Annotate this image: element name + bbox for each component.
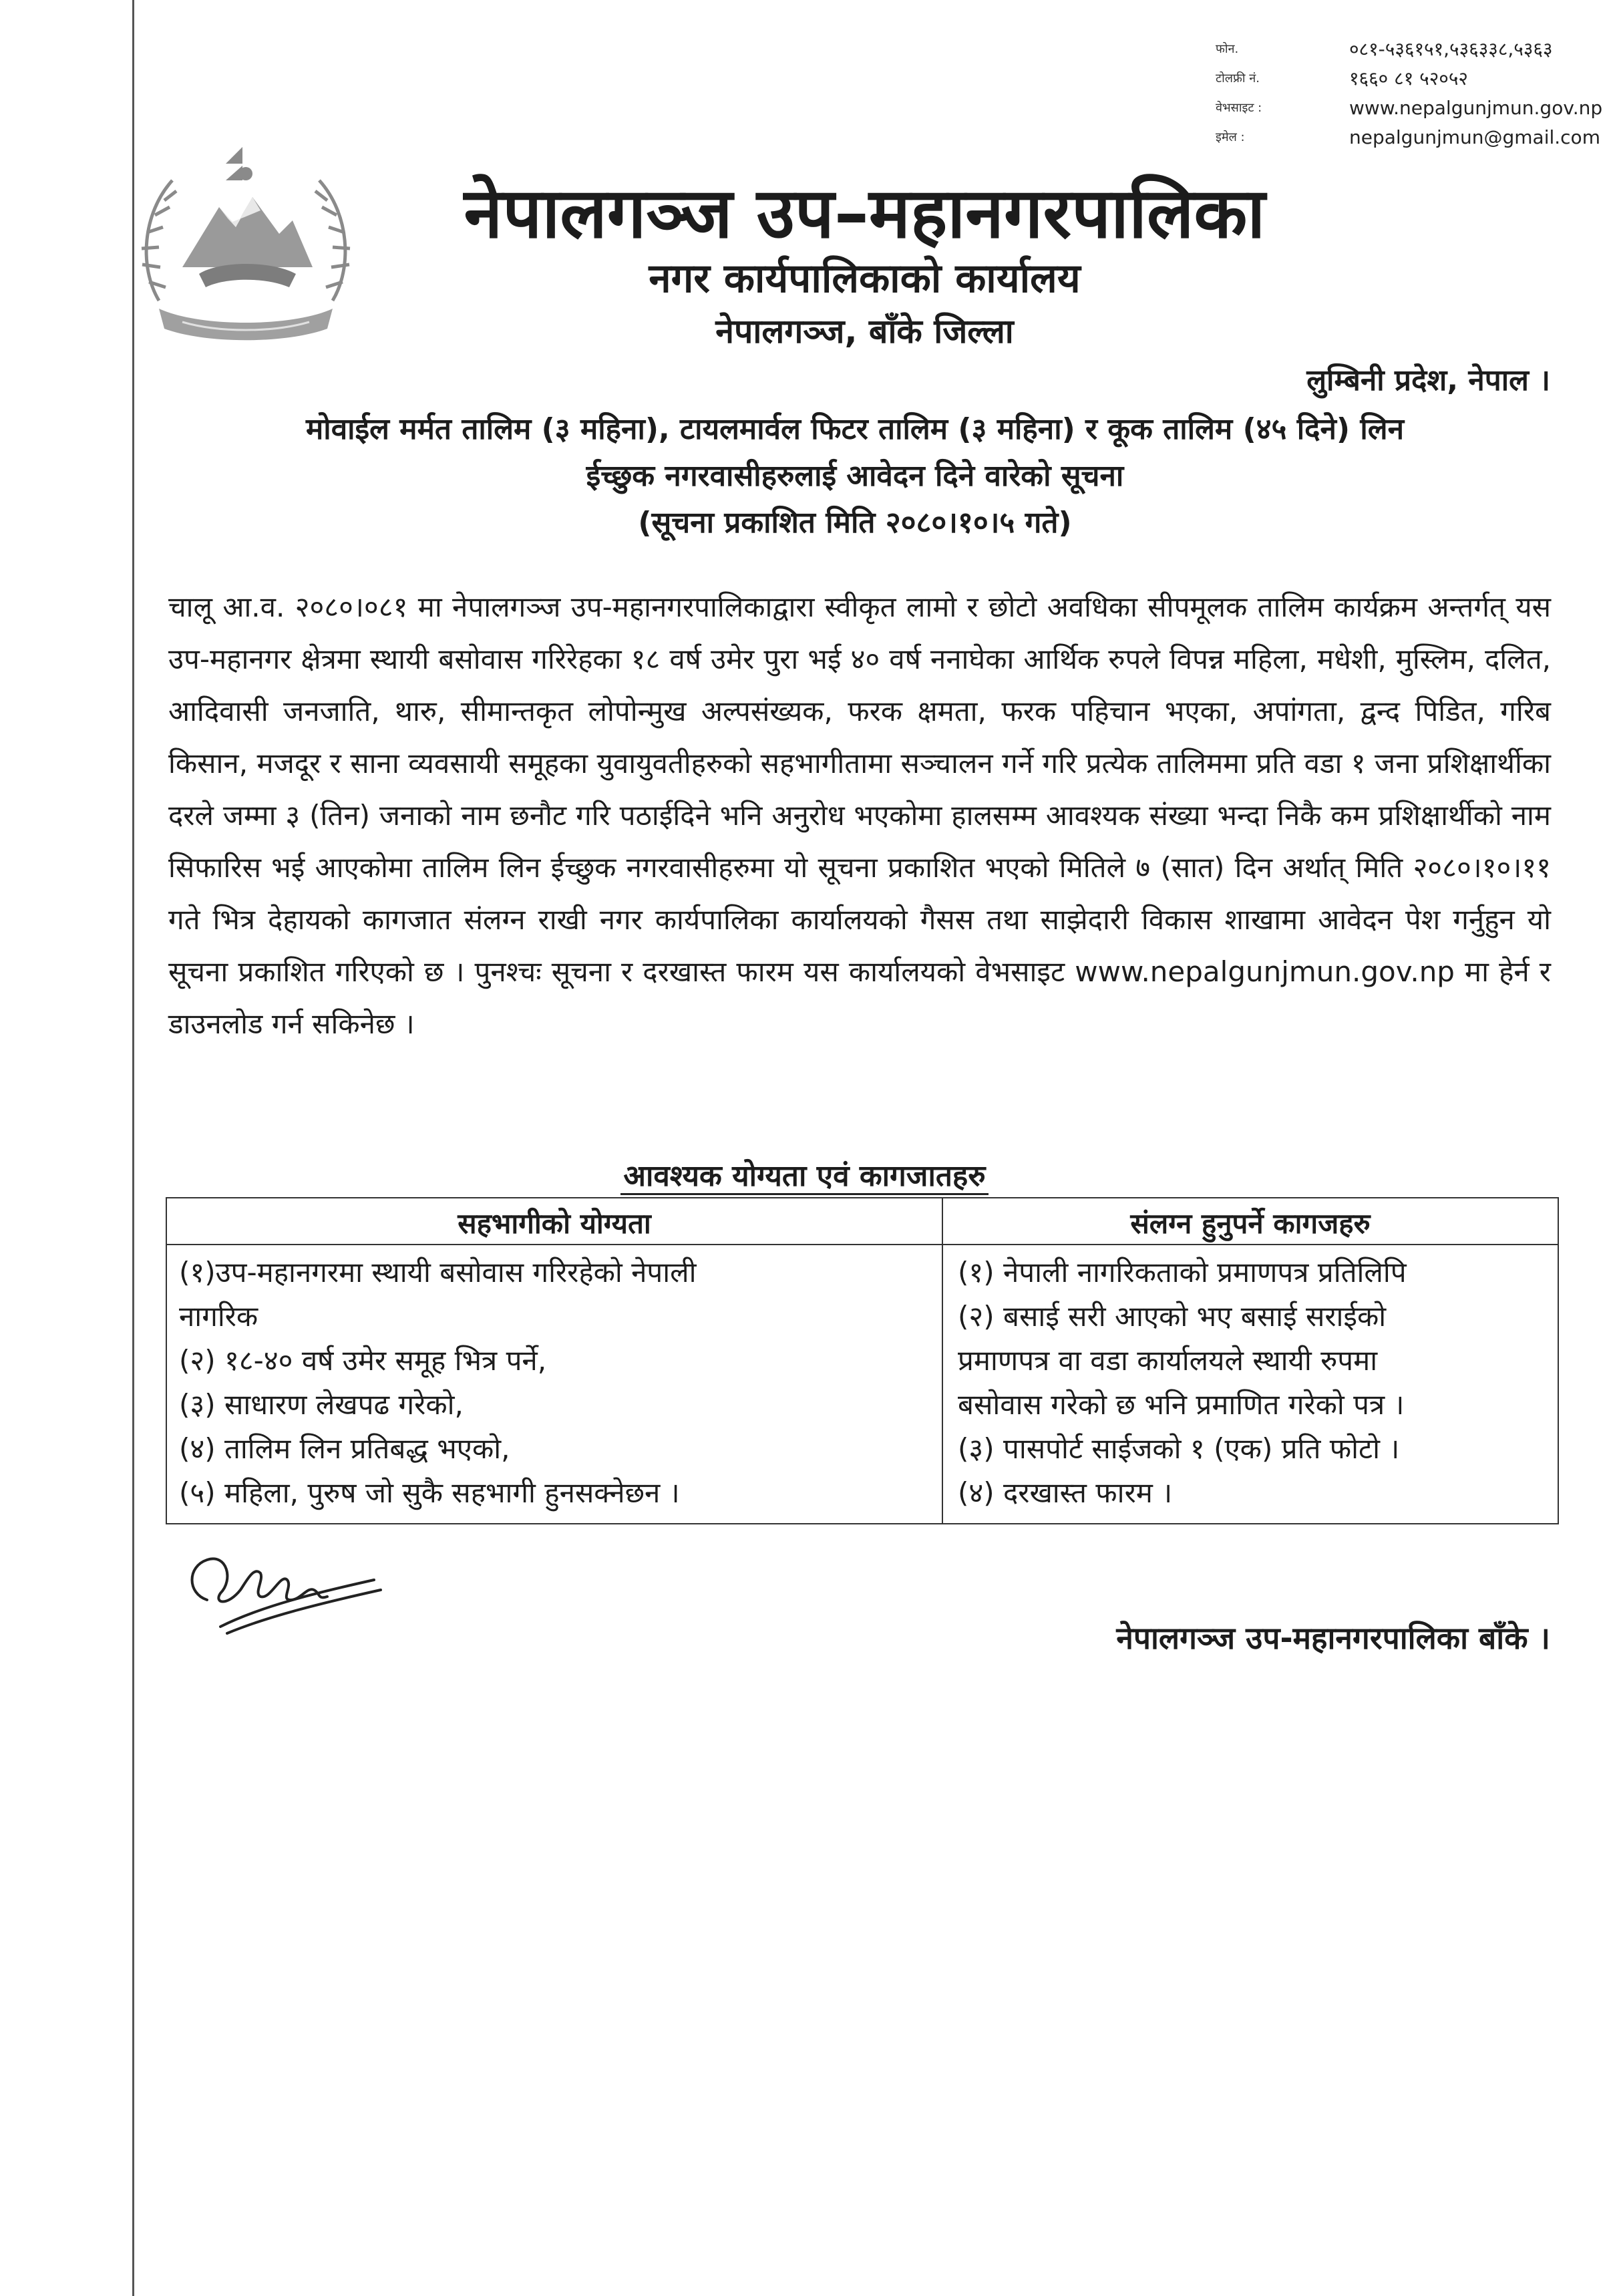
phone-value: ०८१-५३६१५१,५३६३३८,५३६३ xyxy=(1349,38,1553,60)
documents-header: संलग्न हुनुपर्ने कागजहरु xyxy=(1130,1207,1371,1240)
eligibility-list xyxy=(179,1251,927,1515)
contact-block xyxy=(1216,35,1602,152)
documents-list xyxy=(958,1251,1546,1515)
phone-label: फोन. xyxy=(1216,42,1239,56)
table-header-divider xyxy=(167,1244,1558,1245)
footer-signatory: नेपालगञ्ज उप-महानगरपालिका बाँके । xyxy=(1116,1620,1550,1656)
list-item: (३) पासपोर्ट साईजको १ (एक) प्रति फोटो । xyxy=(958,1432,1400,1465)
list-item: (५) महिला, पुरुष जो सुकै सहभागी हुनसक्नेछन । xyxy=(179,1476,680,1509)
office-location: नेपालगञ्ज, बाँके जिल्ला xyxy=(715,312,1014,351)
tollfree-label: टोलफ्री नं. xyxy=(1216,71,1260,86)
list-item: (२) बसाई सरी आएको भए बसाई सराईको xyxy=(958,1300,1387,1333)
handwritten-signature xyxy=(180,1526,394,1640)
list-item: नागरिक xyxy=(179,1300,258,1333)
list-item: (२) १८-४० वर्ष उमेर समूह भित्र पर्ने, xyxy=(179,1344,547,1377)
province-line: लुम्बिनी प्रदेश, नेपाल । xyxy=(1306,363,1550,397)
email-value: nepalgunjmun@gmail.com xyxy=(1349,126,1600,148)
notice-title-line-2: ईच्छुक नगरवासीहरुलाई आवेदन दिने वारेको सूचना xyxy=(586,459,1124,493)
office-sub-title: नगर कार्यपालिकाको कार्यालय xyxy=(649,255,1081,302)
list-item: प्रमाणपत्र वा वडा कार्यालयले स्थायी रुपमा xyxy=(958,1344,1378,1377)
list-item: (१) नेपाली नागरिकताको प्रमाणपत्र प्रतिलिपि xyxy=(958,1256,1407,1289)
list-item: बसोवास गरेको छ भनि प्रमाणित गरेको पत्र । xyxy=(958,1388,1405,1421)
requirements-table xyxy=(166,1197,1559,1524)
notice-title-line-1: मोवाईल मर्मत तालिम (३ महिना), टायलमार्वल फिटर तालिम (३ महिना) र कूक तालिम (४५ दिने) लिन xyxy=(305,412,1405,446)
list-item: (४) तालिम लिन प्रतिबद्ध भएको, xyxy=(179,1432,510,1465)
table-column-divider xyxy=(942,1198,943,1523)
list-item: (१)उप-महानगरमा स्थायी बसोवास गरिरहेको नेपाली xyxy=(179,1256,697,1289)
notice-body: चालू आ.व. २०८०।०८१ मा नेपालगञ्ज उप-महानगरपालिकाद्वारा स्वीकृत लामो र छोटो अवधिका सीपमूलक तालिम कार्यक्रम अन्तर्गत् यस उप-महानगर क्षेत्रमा स्थायी बसोवास गरिरेहका १८ वर्ष उमेर पुरा भई ४० वर्ष ननाघेका आर्थिक रुपले विपन्न महिला, मधेशी, मुस्लिम, दलित, आदिवासी जनजाति, थारु, सीमान्तकृत लोपोन्मुख अल्पसंख्यक, फरक क्षमता, फरक पहिचान भएका, अपांगता, द्वन्द पिडित, गरिब किसान, मजदूर र साना व्यवसायी समूहका युवायुवतीहरुको सहभागीतामा सञ्चालन गर्ने गरि प्रत्येक तालिममा प्रति वडा १ जना प्रशिक्षार्थीका दरले जम्मा ३ (तिन) जनाको नाम छनौट गरि पठाईदिने भनि अनुरोध भएकोमा हालसम्म आवश्यक संख्या भन्दा निकै कम प्रशिक्षार्थीको नाम सिफारिस भई आएकोमा तालिम लिन ईच्छुक नगरवासीहरुमा यो सूचना प्रकाशित भएको मितिले ७ (सात) दिन अर्थात् मिति २०८०।१०।११ गते भित्र देहायको कागजात संलग्न राखी नगर कार्यपालिका कार्यालयको गैसस तथा साझेदारी विकास शाखामा आवेदन पेश गर्नुहुन यो सूचना प्रकाशित गरिएको छ । पुनश्चः सूचना र दरखास्त फारम यस कार्यालयको वेभसाइट www.nepalgunjmun.gov.np मा हेर्न र डाउनलोड गर्न सकिनेछ । xyxy=(168,591,1551,1040)
email-label: इमेल : xyxy=(1216,130,1245,144)
website-value: www.nepalgunjmun.gov.np xyxy=(1349,97,1603,119)
office-main-title: नेपालगञ्ज उप–महानगरपालिका xyxy=(464,172,1266,254)
notice-publish-date: (सूचना प्रकाशित मिति २०८०।१०।५ गते) xyxy=(638,506,1072,540)
tollfree-value: १६६० ८१ ५२०५२ xyxy=(1349,67,1468,90)
requirements-heading: आवश्यक योग्यता एवं कागजातहरु xyxy=(0,1154,1609,1194)
list-item: (३) साधारण लेखपढ गरेको, xyxy=(179,1388,464,1421)
eligibility-header: सहभागीको योग्यता xyxy=(458,1207,651,1240)
website-label: वेभसाइट : xyxy=(1216,101,1262,115)
list-item: (४) दरखास्त फारम । xyxy=(958,1476,1173,1509)
